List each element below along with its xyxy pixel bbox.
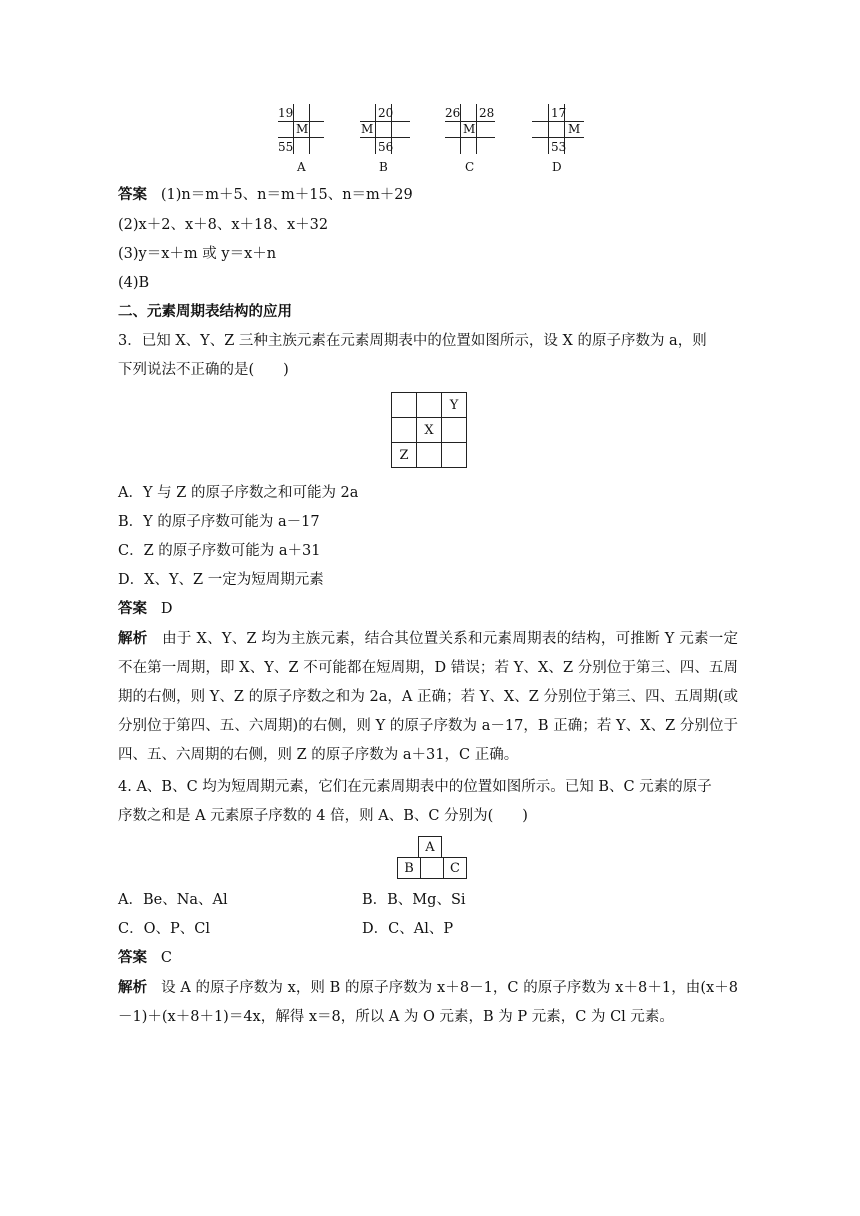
q4-analysis (118, 973, 738, 1032)
cell-tr: 20 (378, 106, 394, 120)
answer-part1: (1)n＝m＋5、n＝m＋15、n＝m＋29 (160, 187, 413, 203)
cell-b: B (398, 858, 421, 879)
answer-label: 答案 (118, 600, 147, 617)
cell-c: C (444, 858, 467, 879)
q4-answer (118, 948, 172, 968)
analysis-text: 由于 X、Y、Z 均为主族元素，结合其位置关系和元素周期表的结构，可推断 Y 元素一定不在第一周期，即 X、Y、Z 不可能都在短周期，D 错误；若 Y、X、Z 分别位于第三、四、五周期的右侧，则 Y、Z 的原子序数之和为 2a，A 正确；若 Y、X、Z 分别位于第三、四、五周期(或分别位于第四、五、六周期)的右侧，则 Y 的原子序数为 a－17，B 正确；若 Y、X、Z 分别位于四、五、六周期的右侧，则 Z 的原子序数为 a＋31，C 正确。 (118, 631, 739, 763)
q4-option-c: C．O、P、Cl (118, 921, 210, 937)
option-label-a: A (297, 160, 306, 174)
q3-option-a: A．Y 与 Z 的原子序数之和可能为 2a (118, 485, 359, 501)
q3-option-b: B．Y 的原子序数可能为 a－17 (118, 514, 320, 530)
q3-option-d: D．X、Y、Z 一定为短周期元素 (118, 572, 324, 588)
answer-part2: (2)x＋2、x＋8、x＋18、x＋32 (118, 217, 329, 233)
cell-bl: 55 (278, 140, 294, 154)
cell-y: Y (442, 393, 467, 418)
q3-position-grid (391, 392, 467, 468)
analysis-label: 解析 (118, 630, 148, 647)
option-figure-c (445, 104, 495, 154)
answer-value: C (160, 950, 172, 966)
q4-stem-line1: 4. A、B、C 均为短周期元素，它们在元素周期表中的位置如图所示。已知 B、C 元素的原子 (118, 779, 712, 795)
option-figure-b (360, 104, 410, 154)
answer-part3: (3)y＝x＋m 或 y＝x＋n (118, 246, 277, 262)
q3-answer (118, 599, 172, 619)
option-label-b: B (379, 160, 388, 174)
analysis-text: 设 A 的原子序数为 x，则 B 的原子序数为 x＋8－1，C 的原子序数为 x＋8＋1，由(x＋8－1)＋(x＋8＋1)＝4x，解得 x＝8，所以 A 为 O 元素，B 为 P 元素，C 为 Cl 元素。 (118, 980, 739, 1025)
cell-tl: 19 (278, 106, 294, 120)
cell-tl: 26 (445, 106, 461, 120)
q4-stem-line2: 序数之和是 A 元素原子序数的 4 倍，则 A、B、C 分别为( ) (118, 808, 528, 824)
option-label-c: C (465, 160, 475, 174)
answer-value: D (160, 601, 173, 617)
option-figure-d (532, 104, 584, 154)
q4-position-grid-top (418, 836, 442, 858)
answer-part4: (4)B (118, 275, 150, 291)
answer-label: 答案 (118, 186, 147, 203)
q4-position-grid-bottom (397, 857, 467, 879)
answer-q2-line1 (118, 185, 413, 205)
cell-m: M (296, 122, 309, 136)
q3-analysis (118, 624, 738, 770)
cell-tr: 28 (479, 106, 495, 120)
cell-br: 53 (551, 140, 567, 154)
option-label-d: D (552, 160, 562, 174)
answer-label: 答案 (118, 949, 147, 966)
cell-br: 56 (378, 140, 394, 154)
q3-option-c: C．Z 的原子序数可能为 a＋31 (118, 543, 321, 559)
analysis-label: 解析 (118, 979, 148, 996)
cell-m: M (463, 122, 476, 136)
cell-z: Z (392, 443, 417, 468)
cell-x: X (417, 418, 442, 443)
q3-stem-line2: 下列说法不正确的是( ) (118, 362, 289, 378)
section-title: 二、元素周期表结构的应用 (118, 303, 292, 320)
q4-option-d: D．C、Al、P (362, 921, 454, 937)
cell-m: M (361, 122, 374, 136)
cell-m: M (568, 122, 581, 136)
option-figure-a (278, 104, 328, 154)
cell-tr: 17 (551, 106, 567, 120)
cell-a: A (419, 837, 442, 858)
q4-option-a: A．Be、Na、Al (118, 892, 228, 908)
q4-option-b: B．B、Mg、Si (362, 892, 466, 908)
q3-stem-line1: 3．已知 X、Y、Z 三种主族元素在元素周期表中的位置如图所示，设 X 的原子序数为 a，则 (118, 333, 707, 349)
